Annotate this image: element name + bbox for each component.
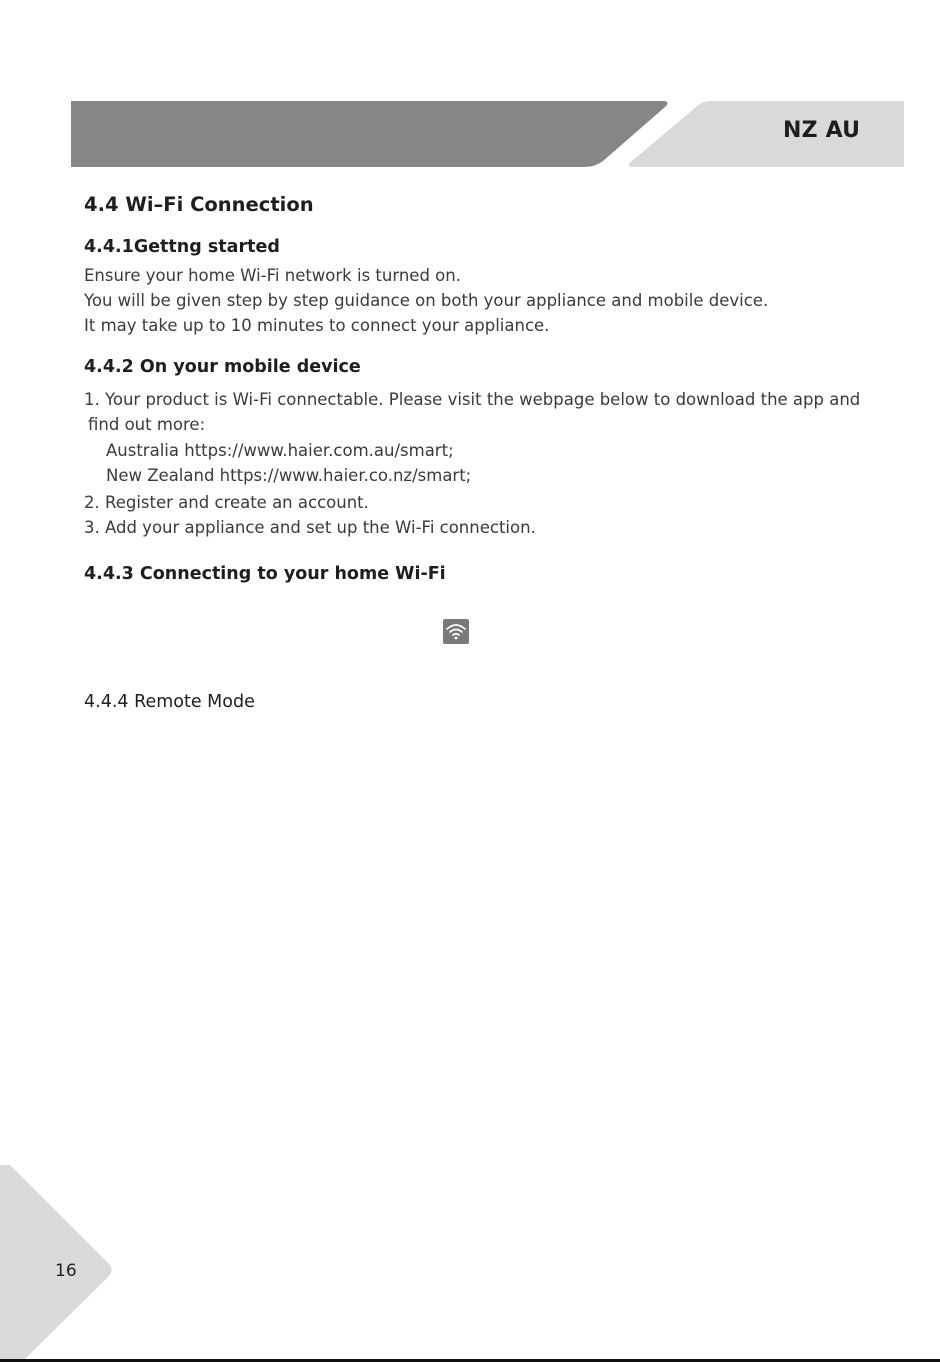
step-2: 2. Register and create an account. [84,493,369,512]
heading-getting-started: 4.4.1Gettng started [84,237,280,257]
section-title: 4.4 Wi–Fi Connection [84,193,314,216]
heading-remote-mode: 4.4.4 Remote Mode [84,692,255,712]
step-3: 3. Add your appliance and set up the Wi-Fi connection. [84,518,536,537]
heading-mobile-device: 4.4.2 On your mobile device [84,357,361,377]
step-1-line-1: 1. Your product is Wi-Fi connectable. Please visit the webpage below to download the app and [84,390,861,409]
url-new-zealand: New Zealand https://www.haier.co.nz/smart; [106,466,472,485]
region-label: NZ AU [783,118,861,143]
page-number: 16 [55,1261,77,1281]
getting-started-line-1: Ensure your home Wi-Fi network is turned on. [84,266,461,285]
heading-home-wifi: 4.4.3 Connecting to your home Wi-Fi [84,564,446,584]
step-1-line-2: find out more: [88,415,206,434]
region-tab [620,101,904,167]
getting-started-line-2: You will be given step by step guidance on both your appliance and mobile device. [84,291,769,310]
url-australia: Australia https://www.haier.com.au/smart; [106,441,454,460]
wifi-icon [443,619,469,644]
getting-started-line-3: It may take up to 10 minutes to connect your appliance. [84,316,550,335]
header-bar [71,101,671,167]
